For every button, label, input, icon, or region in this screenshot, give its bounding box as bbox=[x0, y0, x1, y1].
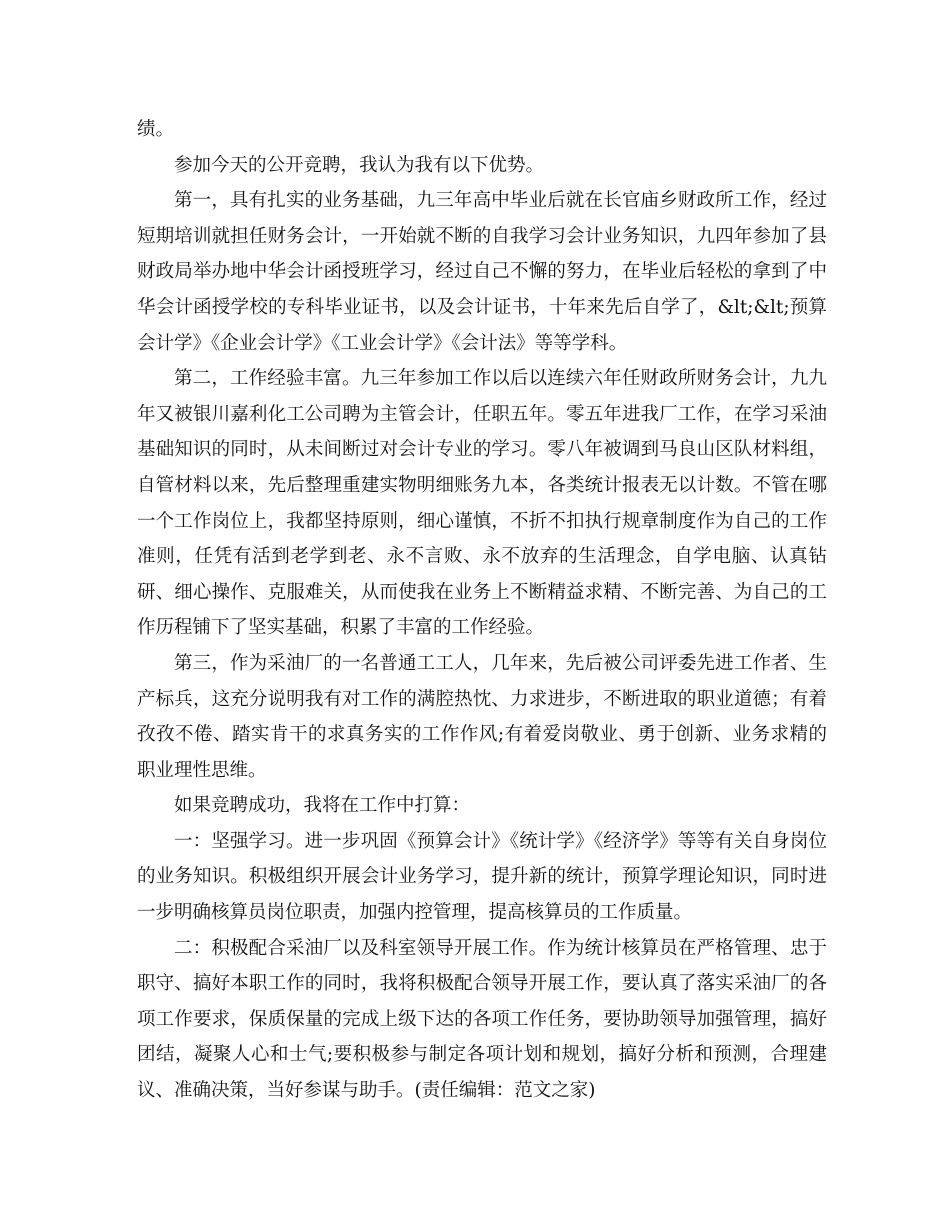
paragraph-8: 二：积极配合采油厂以及科室领导开展工作。作为统计核算员在严格管理、忠于职守、搞好本职工作的同时，我将积极配合领导开展工作，要认真了落实采油厂的各项工作要求，保质保量的完成上级下达的各项工作任务，要协助领导加强管理，搞好团结，凝聚人心和士气;要积极参与制定各项计划和规划，搞好分析和预测，合理建议、准确决策，当好参谋与助手。(责任编辑：范文之家) bbox=[137, 937, 827, 1102]
paragraph-1: 绩。 bbox=[137, 119, 175, 140]
paragraph-3: 第一，具有扎实的业务基础，九三年高中毕业后就在长官庙乡财政所工作，经过短期培训就担任财务会计，一开始就不断的自我学习会计业务知识，九四年参加了县财政局举办地中华会计函授班学习，经过自己不懈的努力，在毕业后轻松的拿到了中华会计函授学校的专科毕业证书，以及会计证书，十年来先后自学了，&lt;&lt;预算会计学》《企业会计学》《工业会计学》《会计法》等等学科。 bbox=[137, 190, 827, 354]
paragraph-7: 一：坚强学习。进一步巩固《预算会计》《统计学》《经济学》等等有关自身岗位的业务知识。积极组织开展会计业务学习，提升新的统计，预算学理论知识，同时进一步明确核算员岗位职责，加强内控管理，提高核算员的工作质量。 bbox=[137, 830, 827, 924]
paragraph-5: 第三，作为采油厂的一名普通工工人，几年来，先后被公司评委先进工作者、生产标兵，这充分说明我有对工作的满腔热忱、力求进步，不断进取的职业道德；有着孜孜不倦、踏实肯干的求真务实的工作作风;有着爱岗敬业、勇于创新、业务求精的职业理性思维。 bbox=[137, 652, 827, 781]
document-body bbox=[137, 112, 827, 1109]
paragraph-6: 如果竞聘成功，我将在工作中打算： bbox=[174, 795, 471, 817]
paragraph-2: 参加今天的公开竞聘，我认为我有以下优势。 bbox=[174, 154, 545, 176]
paragraph-4: 第二，工作经验丰富。九三年参加工作以后以连续六年任财政所财务会计，九九年又被银川嘉利化工公司聘为主管会计，任职五年。零五年进我厂工作，在学习采油基础知识的同时，从未间断过对会计专业的学习。零八年被调到马良山区队材料组，自管材料以来，先后整理重建实物明细账务九本，各类统计报表无以计数。不管在哪一个工作岗位上，我都坚持原则，细心谨慎，不折不扣执行规章制度作为自己的工作准则，任凭有活到老学到老、永不言败、永不放弃的生活理念，自学电脑、认真钻研、细心操作、克服难关，从而使我在业务上不断精益求精、不断完善、为自己的工作历程铺下了坚实基础，积累了丰富的工作经验。 bbox=[137, 368, 827, 639]
